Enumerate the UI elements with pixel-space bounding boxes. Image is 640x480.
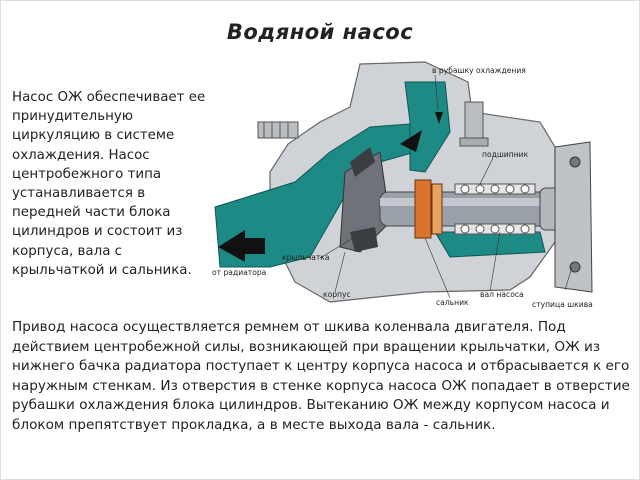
label-housing: корпус [323, 290, 351, 299]
label-seal: сальник [436, 298, 469, 307]
slide-title: Водяной насос [226, 20, 414, 44]
label-impeller: крыльчатка [282, 253, 330, 262]
label-pump-shaft: вал насоса [480, 290, 524, 299]
shaft-seal [415, 180, 442, 238]
mounting-bolt-left [258, 122, 298, 138]
label-to-cooling-jacket: в рубашку охлаждения [432, 66, 526, 75]
label-pulley-hub: ступица шкива [532, 300, 593, 309]
label-from-radiator: от радиатора [212, 268, 267, 277]
intro-paragraph: Насос ОЖ обеспечивает ее принудительную циркуляцию в системе охлаждения. Насос центробежного типа устанавливается в передней части блока цилиндров и состоит из корпуса, вала с крыльчаткой и сальника. [12, 90, 206, 278]
pulley-hub [555, 142, 592, 292]
pump-cutaway-drawing [210, 52, 595, 314]
label-bearing: подшипник [482, 150, 529, 159]
water-pump-diagram [210, 52, 595, 314]
coolant-lower-channel [435, 232, 545, 257]
description-paragraph: Привод насоса осуществляется ремнем от шкива коленвала двигателя. Под действием центробежной силы, возникающей при вращении крыльчатки, ОЖ из нижнего бачка радиатора поступает к центру корпуса насоса и отбрасывается к его наружным стенкам. Из отверстия в стенке корпуса насоса ОЖ попадает в отверстие рубашки охлаждения блока цилиндров. Вытеканию ОЖ между корпусом насоса и блоком препятствует прокладка, а в месте выхода вала - сальник. [12, 319, 630, 433]
